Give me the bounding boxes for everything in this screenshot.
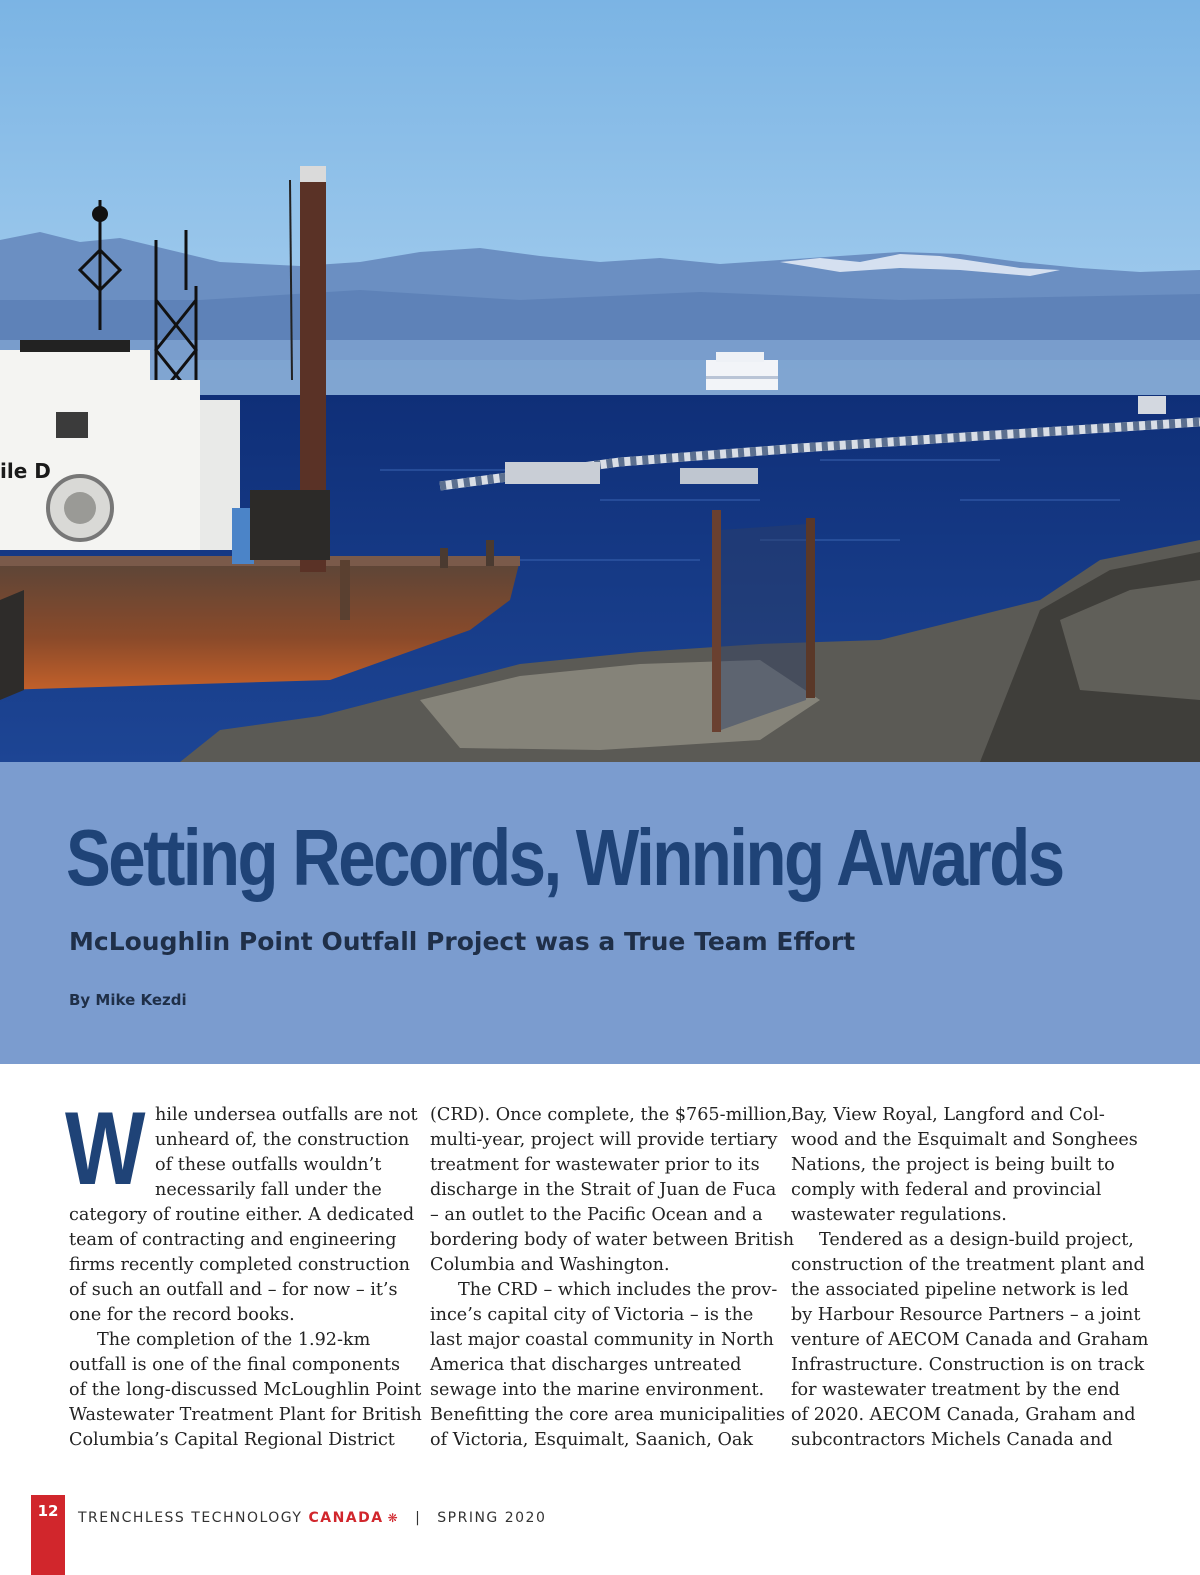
text-line: venture of AECOM Canada and Graham xyxy=(791,1330,1149,1350)
text-line: Wastewater Treatment Plant for British xyxy=(69,1405,422,1425)
text-line: unheard of, the construction xyxy=(155,1130,410,1150)
text-line: wood and the Esquimalt and Songhees xyxy=(791,1130,1138,1150)
text-line: hile undersea outfalls are not xyxy=(155,1105,418,1125)
barge-sign: ile D xyxy=(0,459,51,483)
article-subtitle: McLoughlin Point Outfall Project was a True Team Effort xyxy=(69,927,856,956)
text-line: Bay, View Royal, Langford and Col- xyxy=(791,1105,1105,1125)
text-line: Infrastructure. Construction is on track xyxy=(791,1355,1145,1375)
byline: By Mike Kezdi xyxy=(69,991,187,1009)
text-line: last major coastal community in North xyxy=(430,1330,774,1350)
text-line: Columbia’s Capital Regional District xyxy=(69,1430,395,1450)
text-line: treatment for wastewater prior to its xyxy=(430,1155,760,1175)
text-line: discharge in the Strait of Juan de Fuca xyxy=(430,1180,777,1200)
hero-photo xyxy=(0,0,1200,762)
text-line: America that discharges untreated xyxy=(430,1355,742,1375)
article-body xyxy=(65,1091,1149,1453)
text-line: of these outfalls wouldn’t xyxy=(155,1155,382,1175)
text-line: firms recently completed construction xyxy=(69,1255,410,1275)
text-line: Columbia and Washington. xyxy=(430,1255,670,1275)
publication-name: TRENCHLESS TECHNOLOGY xyxy=(78,1510,303,1526)
text-line: of the long-discussed McLoughlin Point xyxy=(69,1380,422,1400)
text-line: The CRD – which includes the prov- xyxy=(458,1280,778,1300)
article-title: Setting Records, Winning Awards xyxy=(66,813,1063,902)
text-line: Nations, the project is being built to xyxy=(791,1155,1115,1175)
text-line: Benefitting the core area municipalities xyxy=(430,1405,786,1425)
text-line: subcontractors Michels Canada and xyxy=(791,1430,1113,1450)
text-line: outfall is one of the final components xyxy=(69,1355,401,1375)
text-line: by Harbour Resource Partners – a joint xyxy=(791,1305,1141,1325)
text-line: (CRD). Once complete, the $765-million, xyxy=(430,1105,793,1125)
text-line: team of contracting and engineering xyxy=(69,1230,397,1250)
publication-accent: CANADA xyxy=(308,1510,384,1526)
text-line: category of routine either. A dedicated xyxy=(69,1205,415,1225)
text-line: The completion of the 1.92-km xyxy=(97,1330,371,1350)
footer-separator: | xyxy=(415,1510,422,1526)
text-line: bordering body of water between British xyxy=(430,1230,795,1250)
text-line: comply with federal and provincial xyxy=(791,1180,1102,1200)
text-line: sewage into the marine environment. xyxy=(430,1380,765,1400)
issue-label: SPRING 2020 xyxy=(437,1510,547,1526)
text-line: wastewater regulations. xyxy=(791,1205,1007,1225)
text-line: – an outlet to the Pacific Ocean and a xyxy=(430,1205,763,1225)
text-line: of such an outfall and – for now – it’s xyxy=(69,1280,398,1300)
column-2 xyxy=(430,1103,795,1453)
text-line: Tendered as a design-build project, xyxy=(819,1230,1134,1250)
text-line: for wastewater treatment by the end xyxy=(791,1380,1120,1400)
maple-leaf-icon: ❋ xyxy=(387,1511,400,1525)
text-line: construction of the treatment plant and xyxy=(791,1255,1145,1275)
text-line: one for the record books. xyxy=(69,1305,295,1325)
text-line: necessarily fall under the xyxy=(155,1180,382,1200)
text-line: the associated pipeline network is led xyxy=(791,1280,1129,1300)
text-line: multi-year, project will provide tertiary xyxy=(430,1130,778,1150)
title-band xyxy=(0,762,1200,1064)
text-line: ince’s capital city of Victoria – is the xyxy=(430,1305,754,1325)
drop-cap: W xyxy=(65,1091,146,1207)
column-3 xyxy=(791,1103,1149,1453)
text-line: of 2020. AECOM Canada, Graham and xyxy=(791,1405,1136,1425)
photo-scene xyxy=(0,0,1200,762)
column-1 xyxy=(65,1091,422,1453)
running-footer xyxy=(78,1510,546,1526)
fence xyxy=(712,510,815,732)
page-number: 12 xyxy=(31,1495,65,1575)
text-line: of Victoria, Esquimalt, Saanich, Oak xyxy=(430,1430,754,1450)
